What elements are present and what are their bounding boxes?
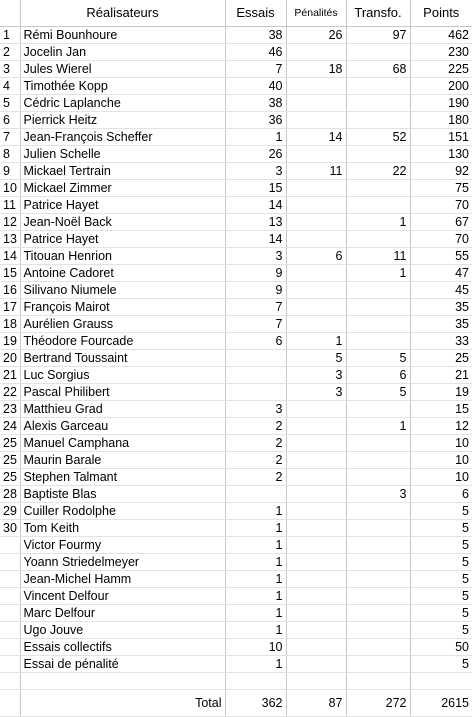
- cell-points: 130: [410, 146, 472, 163]
- cell-name: Jules Wierel: [20, 61, 225, 78]
- total-label: Total: [20, 690, 225, 717]
- cell-name: Aurélien Grauss: [20, 316, 225, 333]
- cell-penalites: 3: [286, 367, 346, 384]
- cell-transfo: [346, 401, 410, 418]
- cell-name: Yoann Striedelmeyer: [20, 554, 225, 571]
- cell-rank: [0, 622, 20, 639]
- table-row: [0, 44, 472, 61]
- cell-essais: 2: [225, 418, 286, 435]
- cell-points: 70: [410, 231, 472, 248]
- cell-essais: 3: [225, 248, 286, 265]
- cell-rank: [0, 571, 20, 588]
- cell-name: Silivano Niumele: [20, 282, 225, 299]
- cell-essais: 7: [225, 316, 286, 333]
- cell-transfo: [346, 316, 410, 333]
- cell-transfo: [346, 231, 410, 248]
- cell-rank: 7: [0, 129, 20, 146]
- cell-transfo: 52: [346, 129, 410, 146]
- cell-transfo: [346, 639, 410, 656]
- cell-transfo: 3: [346, 486, 410, 503]
- table-row: [0, 197, 472, 214]
- cell-rank: 30: [0, 520, 20, 537]
- cell-name: Pierrick Heitz: [20, 112, 225, 129]
- cell-name: Jocelin Jan: [20, 44, 225, 61]
- cell-penalites: [286, 180, 346, 197]
- empty-row: [0, 673, 472, 690]
- cell-penalites: [286, 401, 346, 418]
- cell-points: 5: [410, 656, 472, 673]
- cell-essais: 10: [225, 639, 286, 656]
- table-row: [0, 146, 472, 163]
- cell-points: 21: [410, 367, 472, 384]
- table-row: [0, 350, 472, 367]
- table-row: [0, 571, 472, 588]
- cell-rank: 1: [0, 27, 20, 44]
- cell-transfo: [346, 78, 410, 95]
- cell-essais: [225, 486, 286, 503]
- cell-penalites: [286, 656, 346, 673]
- table-row: [0, 639, 472, 656]
- total-essais: 362: [225, 690, 286, 717]
- cell-rank: 6: [0, 112, 20, 129]
- empty-cell: [20, 673, 225, 690]
- cell-transfo: 22: [346, 163, 410, 180]
- cell-penalites: [286, 452, 346, 469]
- cell-transfo: [346, 503, 410, 520]
- cell-name: Essai de pénalité: [20, 656, 225, 673]
- cell-transfo: [346, 622, 410, 639]
- cell-name: Manuel Camphana: [20, 435, 225, 452]
- cell-rank: 15: [0, 265, 20, 282]
- cell-penalites: 1: [286, 333, 346, 350]
- cell-penalites: [286, 214, 346, 231]
- cell-transfo: [346, 435, 410, 452]
- cell-name: Julien Schelle: [20, 146, 225, 163]
- cell-name: Timothée Kopp: [20, 78, 225, 95]
- header-name: Réalisateurs: [20, 0, 225, 27]
- cell-essais: [225, 384, 286, 401]
- cell-points: 180: [410, 112, 472, 129]
- cell-name: Rémi Bounhoure: [20, 27, 225, 44]
- cell-penalites: [286, 537, 346, 554]
- cell-points: 45: [410, 282, 472, 299]
- cell-rank: [0, 639, 20, 656]
- cell-transfo: [346, 469, 410, 486]
- cell-name: Patrice Hayet: [20, 231, 225, 248]
- cell-essais: 1: [225, 571, 286, 588]
- cell-points: 25: [410, 350, 472, 367]
- cell-essais: 2: [225, 469, 286, 486]
- cell-points: 5: [410, 554, 472, 571]
- cell-transfo: 1: [346, 418, 410, 435]
- table-row: [0, 163, 472, 180]
- cell-name: Jean-Noël Back: [20, 214, 225, 231]
- cell-penalites: [286, 299, 346, 316]
- cell-name: Jean-Michel Hamm: [20, 571, 225, 588]
- cell-essais: [225, 350, 286, 367]
- table-row: [0, 265, 472, 282]
- cell-name: Marc Delfour: [20, 605, 225, 622]
- cell-transfo: [346, 452, 410, 469]
- cell-name: Luc Sorgius: [20, 367, 225, 384]
- cell-penalites: [286, 197, 346, 214]
- cell-transfo: [346, 44, 410, 61]
- cell-essais: 1: [225, 656, 286, 673]
- cell-points: 5: [410, 588, 472, 605]
- table-row: [0, 180, 472, 197]
- table-row: [0, 520, 472, 537]
- table-row: [0, 537, 472, 554]
- cell-essais: 2: [225, 435, 286, 452]
- cell-rank: [0, 656, 20, 673]
- cell-name: Pascal Philibert: [20, 384, 225, 401]
- table-row: [0, 622, 472, 639]
- cell-rank: 21: [0, 367, 20, 384]
- cell-rank: 9: [0, 163, 20, 180]
- cell-points: 5: [410, 571, 472, 588]
- cell-transfo: [346, 282, 410, 299]
- cell-points: 19: [410, 384, 472, 401]
- cell-points: 35: [410, 316, 472, 333]
- cell-points: 225: [410, 61, 472, 78]
- header-penalites: Pénalités: [286, 0, 346, 27]
- header-points: Points: [410, 0, 472, 27]
- cell-essais: 13: [225, 214, 286, 231]
- cell-penalites: [286, 469, 346, 486]
- cell-rank: 8: [0, 146, 20, 163]
- cell-name: Ugo Jouve: [20, 622, 225, 639]
- cell-name: Baptiste Blas: [20, 486, 225, 503]
- table-row: [0, 469, 472, 486]
- cell-transfo: [346, 180, 410, 197]
- cell-rank: 25: [0, 452, 20, 469]
- table-row: [0, 384, 472, 401]
- cell-penalites: [286, 622, 346, 639]
- cell-points: 5: [410, 622, 472, 639]
- cell-essais: 3: [225, 163, 286, 180]
- empty-cell: [225, 673, 286, 690]
- cell-points: 55: [410, 248, 472, 265]
- cell-transfo: [346, 95, 410, 112]
- cell-rank: 4: [0, 78, 20, 95]
- cell-transfo: 1: [346, 214, 410, 231]
- cell-transfo: [346, 537, 410, 554]
- cell-name: Jean-François Scheffer: [20, 129, 225, 146]
- cell-name: Théodore Fourcade: [20, 333, 225, 350]
- cell-rank: 3: [0, 61, 20, 78]
- cell-transfo: [346, 588, 410, 605]
- cell-penalites: [286, 418, 346, 435]
- table-row: [0, 333, 472, 350]
- cell-transfo: [346, 554, 410, 571]
- cell-penalites: [286, 78, 346, 95]
- table-row: [0, 27, 472, 44]
- table-row: [0, 435, 472, 452]
- cell-rank: 20: [0, 350, 20, 367]
- cell-transfo: [346, 146, 410, 163]
- cell-points: 230: [410, 44, 472, 61]
- table-row: [0, 401, 472, 418]
- cell-transfo: 6: [346, 367, 410, 384]
- cell-points: 67: [410, 214, 472, 231]
- cell-points: 75: [410, 180, 472, 197]
- cell-penalites: 26: [286, 27, 346, 44]
- cell-penalites: [286, 95, 346, 112]
- cell-essais: 1: [225, 554, 286, 571]
- cell-penalites: [286, 265, 346, 282]
- cell-rank: 17: [0, 299, 20, 316]
- cell-name: Cuiller Rodolphe: [20, 503, 225, 520]
- cell-essais: 38: [225, 27, 286, 44]
- cell-essais: 1: [225, 537, 286, 554]
- cell-rank: 24: [0, 418, 20, 435]
- cell-name: Matthieu Grad: [20, 401, 225, 418]
- table-row: [0, 78, 472, 95]
- cell-transfo: [346, 571, 410, 588]
- cell-points: 10: [410, 469, 472, 486]
- cell-rank: 10: [0, 180, 20, 197]
- cell-essais: 40: [225, 78, 286, 95]
- header-transfo: Transfo.: [346, 0, 410, 27]
- header-rank: [0, 0, 20, 27]
- cell-name: Bertrand Toussaint: [20, 350, 225, 367]
- cell-essais: 7: [225, 61, 286, 78]
- cell-essais: 1: [225, 588, 286, 605]
- table-row: [0, 112, 472, 129]
- cell-penalites: 18: [286, 61, 346, 78]
- cell-points: 462: [410, 27, 472, 44]
- empty-cell: [346, 673, 410, 690]
- cell-penalites: 5: [286, 350, 346, 367]
- table-row: [0, 605, 472, 622]
- cell-penalites: [286, 554, 346, 571]
- cell-essais: 1: [225, 520, 286, 537]
- table-row: [0, 486, 472, 503]
- cell-name: Vincent Delfour: [20, 588, 225, 605]
- cell-transfo: [346, 605, 410, 622]
- cell-points: 190: [410, 95, 472, 112]
- table-row: [0, 452, 472, 469]
- cell-rank: [0, 554, 20, 571]
- cell-rank: 12: [0, 214, 20, 231]
- cell-penalites: [286, 146, 346, 163]
- cell-rank: 19: [0, 333, 20, 350]
- cell-points: 12: [410, 418, 472, 435]
- cell-points: 10: [410, 452, 472, 469]
- cell-name: Maurin Barale: [20, 452, 225, 469]
- table-row: [0, 503, 472, 520]
- cell-points: 5: [410, 537, 472, 554]
- cell-name: Tom Keith: [20, 520, 225, 537]
- table-row: [0, 588, 472, 605]
- cell-name: Titouan Henrion: [20, 248, 225, 265]
- cell-points: 151: [410, 129, 472, 146]
- cell-rank: [0, 537, 20, 554]
- table-row: [0, 656, 472, 673]
- cell-points: 200: [410, 78, 472, 95]
- cell-rank: [0, 605, 20, 622]
- cell-penalites: [286, 231, 346, 248]
- table-row: [0, 554, 472, 571]
- cell-name: Patrice Hayet: [20, 197, 225, 214]
- cell-transfo: [346, 197, 410, 214]
- cell-name: Antoine Cadoret: [20, 265, 225, 282]
- table-row: [0, 95, 472, 112]
- cell-penalites: [286, 44, 346, 61]
- cell-penalites: [286, 435, 346, 452]
- cell-name: Alexis Garceau: [20, 418, 225, 435]
- table-row: [0, 248, 472, 265]
- cell-points: 33: [410, 333, 472, 350]
- cell-name: Victor Fourmy: [20, 537, 225, 554]
- cell-transfo: [346, 520, 410, 537]
- cell-points: 6: [410, 486, 472, 503]
- cell-rank: 25: [0, 469, 20, 486]
- cell-points: 10: [410, 435, 472, 452]
- cell-name: Essais collectifs: [20, 639, 225, 656]
- empty-cell: [286, 673, 346, 690]
- cell-rank: 13: [0, 231, 20, 248]
- table-row: [0, 129, 472, 146]
- cell-penalites: 14: [286, 129, 346, 146]
- cell-rank: 28: [0, 486, 20, 503]
- table-row: [0, 316, 472, 333]
- table-row: [0, 61, 472, 78]
- total-row: [0, 690, 472, 717]
- cell-essais: 14: [225, 231, 286, 248]
- cell-essais: 46: [225, 44, 286, 61]
- cell-rank: 29: [0, 503, 20, 520]
- cell-essais: 9: [225, 282, 286, 299]
- cell-penalites: [286, 605, 346, 622]
- cell-transfo: [346, 299, 410, 316]
- cell-essais: 14: [225, 197, 286, 214]
- cell-penalites: 6: [286, 248, 346, 265]
- cell-transfo: [346, 656, 410, 673]
- cell-essais: 3: [225, 401, 286, 418]
- cell-essais: 1: [225, 622, 286, 639]
- cell-essais: [225, 367, 286, 384]
- cell-transfo: 1: [346, 265, 410, 282]
- cell-transfo: 97: [346, 27, 410, 44]
- table-row: [0, 231, 472, 248]
- cell-penalites: [286, 486, 346, 503]
- cell-penalites: [286, 588, 346, 605]
- cell-transfo: 68: [346, 61, 410, 78]
- empty-cell: [410, 673, 472, 690]
- cell-transfo: 5: [346, 350, 410, 367]
- total-spacer: [0, 690, 20, 717]
- table-row: [0, 214, 472, 231]
- cell-essais: 6: [225, 333, 286, 350]
- cell-penalites: [286, 571, 346, 588]
- cell-name: Stephen Talmant: [20, 469, 225, 486]
- cell-penalites: [286, 112, 346, 129]
- cell-essais: 1: [225, 129, 286, 146]
- cell-essais: 9: [225, 265, 286, 282]
- cell-essais: 2: [225, 452, 286, 469]
- cell-rank: 25: [0, 435, 20, 452]
- cell-essais: 1: [225, 605, 286, 622]
- cell-points: 5: [410, 605, 472, 622]
- cell-points: 5: [410, 520, 472, 537]
- cell-transfo: [346, 333, 410, 350]
- total-points: 2615: [410, 690, 472, 717]
- cell-essais: 36: [225, 112, 286, 129]
- cell-name: François Mairot: [20, 299, 225, 316]
- cell-points: 5: [410, 503, 472, 520]
- cell-name: Cédric Laplanche: [20, 95, 225, 112]
- cell-name: Mickael Tertrain: [20, 163, 225, 180]
- empty-cell: [0, 673, 20, 690]
- cell-rank: 22: [0, 384, 20, 401]
- cell-rank: 16: [0, 282, 20, 299]
- cell-name: Mickael Zimmer: [20, 180, 225, 197]
- cell-penalites: [286, 639, 346, 656]
- header-row: [0, 0, 472, 27]
- cell-essais: 15: [225, 180, 286, 197]
- cell-rank: 14: [0, 248, 20, 265]
- cell-rank: 18: [0, 316, 20, 333]
- cell-essais: 7: [225, 299, 286, 316]
- cell-penalites: [286, 282, 346, 299]
- cell-essais: 1: [225, 503, 286, 520]
- total-penalites: 87: [286, 690, 346, 717]
- cell-points: 70: [410, 197, 472, 214]
- cell-rank: [0, 588, 20, 605]
- cell-penalites: 11: [286, 163, 346, 180]
- cell-rank: 23: [0, 401, 20, 418]
- cell-penalites: [286, 520, 346, 537]
- cell-points: 35: [410, 299, 472, 316]
- cell-transfo: [346, 112, 410, 129]
- total-transfo: 272: [346, 690, 410, 717]
- table-row: [0, 367, 472, 384]
- table-row: [0, 418, 472, 435]
- cell-points: 15: [410, 401, 472, 418]
- cell-penalites: 3: [286, 384, 346, 401]
- cell-essais: 38: [225, 95, 286, 112]
- cell-penalites: [286, 503, 346, 520]
- cell-points: 92: [410, 163, 472, 180]
- cell-rank: 2: [0, 44, 20, 61]
- cell-essais: 26: [225, 146, 286, 163]
- cell-rank: 11: [0, 197, 20, 214]
- table-row: [0, 282, 472, 299]
- cell-points: 47: [410, 265, 472, 282]
- cell-rank: 5: [0, 95, 20, 112]
- cell-penalites: [286, 316, 346, 333]
- cell-points: 50: [410, 639, 472, 656]
- cell-transfo: 11: [346, 248, 410, 265]
- cell-transfo: 5: [346, 384, 410, 401]
- header-essais: Essais: [225, 0, 286, 27]
- table-row: [0, 299, 472, 316]
